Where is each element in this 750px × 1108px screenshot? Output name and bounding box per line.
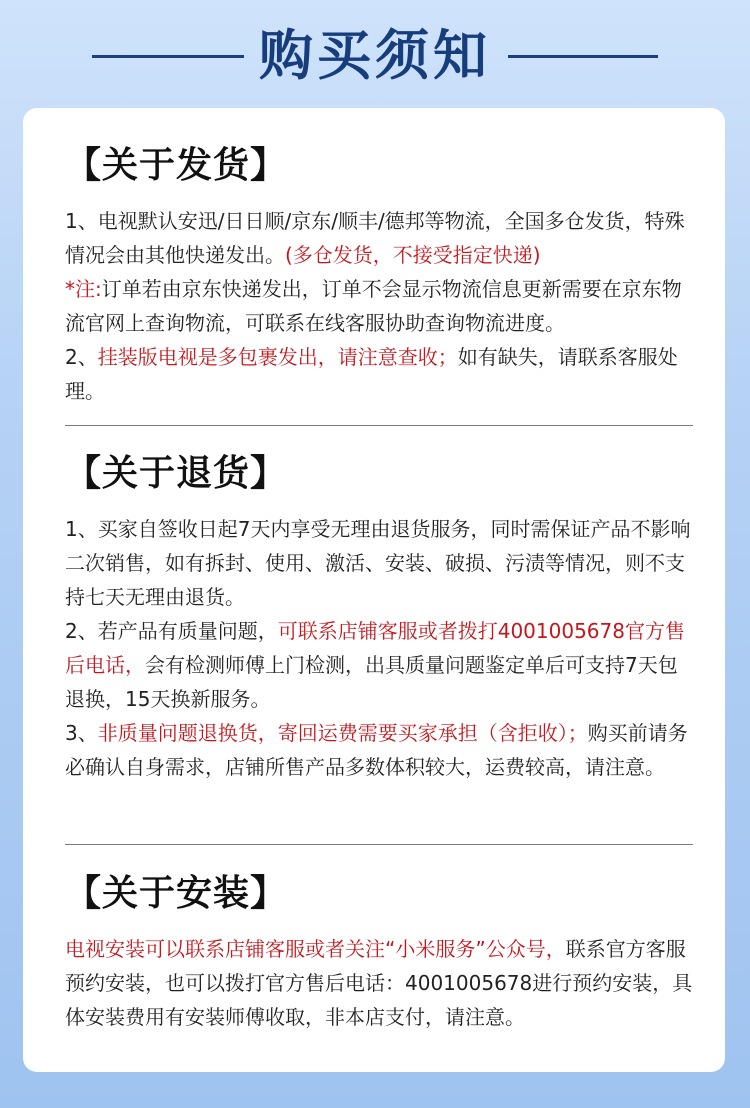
install-paragraph-1 <box>65 932 695 1034</box>
shipping-paragraph-2 <box>65 340 695 408</box>
shipping-p2-highlight: 挂装版电视是多包裹发出，请注意查收； <box>97 345 458 369</box>
returns-paragraph-2 <box>65 614 695 716</box>
install-p1-text: 联系官方客服预约安装，也可以拨打官方售后电话：4001005678进行预约安装，具体安装费用有安装师傅收取，非本店支付，请注意。 <box>65 937 693 1029</box>
section-divider <box>65 844 693 845</box>
shipping-p1-highlight: (多仓发货，不接受指定快递) <box>285 243 541 267</box>
returns-paragraph-1: 1、买家自签收日起7天内享受无理由退货服务，同时需保证产品不影响二次销售，如有拆封、使用、激活、安装、破损、污渍等情况，则不支持七天无理由退货。 <box>65 517 691 609</box>
section-title-shipping: 【关于发货】 <box>65 145 288 186</box>
section-divider <box>65 425 693 426</box>
shipping-note <box>65 272 695 340</box>
returns-p3-prefix: 3、 <box>65 721 98 745</box>
section-returns <box>65 452 695 784</box>
notice-card <box>23 108 725 1072</box>
header-decor-line-right <box>508 55 658 58</box>
returns-p2-highlight: 可联系店铺客服或者拨打4001005678官方售后电话， <box>65 619 685 677</box>
section-title-returns: 【关于退货】 <box>65 453 288 494</box>
shipping-p2-prefix: 2、 <box>65 345 98 369</box>
returns-p3-text: 购买前请务必确认自身需求，店铺所售产品多数体积较大，运费较高，请注意。 <box>65 721 688 779</box>
page-header <box>0 0 750 110</box>
section-install <box>65 872 695 1034</box>
shipping-note-text: 订单若由京东快递发出，订单不会显示物流信息更新需要在京东物流官网上查询物流，可联系在线客服协助查询物流进度。 <box>65 277 682 335</box>
shipping-p1-text: 1、电视默认安迅/日日顺/京东/顺丰/德邦等物流，全国多仓发货，特殊情况会由其他快递发出。 <box>65 209 685 267</box>
shipping-p2-text: 如有缺失，请联系客服处理。 <box>65 345 678 403</box>
page-title: 购买须知 <box>259 24 491 87</box>
section-shipping <box>65 144 695 408</box>
returns-paragraph-3 <box>65 716 695 784</box>
install-p1-highlight: 电视安装可以联系店铺客服或者关注“小米服务”公众号， <box>65 937 566 961</box>
returns-p2-prefix: 2、若产品有质量问题， <box>65 619 278 643</box>
section-title-install: 【关于安装】 <box>65 873 288 914</box>
shipping-paragraph-1 <box>65 204 695 272</box>
shipping-note-label: *注: <box>65 277 102 301</box>
returns-p3-highlight: 非质量问题退换货，寄回运费需要买家承担（含拒收）； <box>97 721 588 745</box>
returns-p2-text: 会有检测师傅上门检测，出具质量问题鉴定单后可支持7天包退换，15天换新服务。 <box>65 653 678 711</box>
